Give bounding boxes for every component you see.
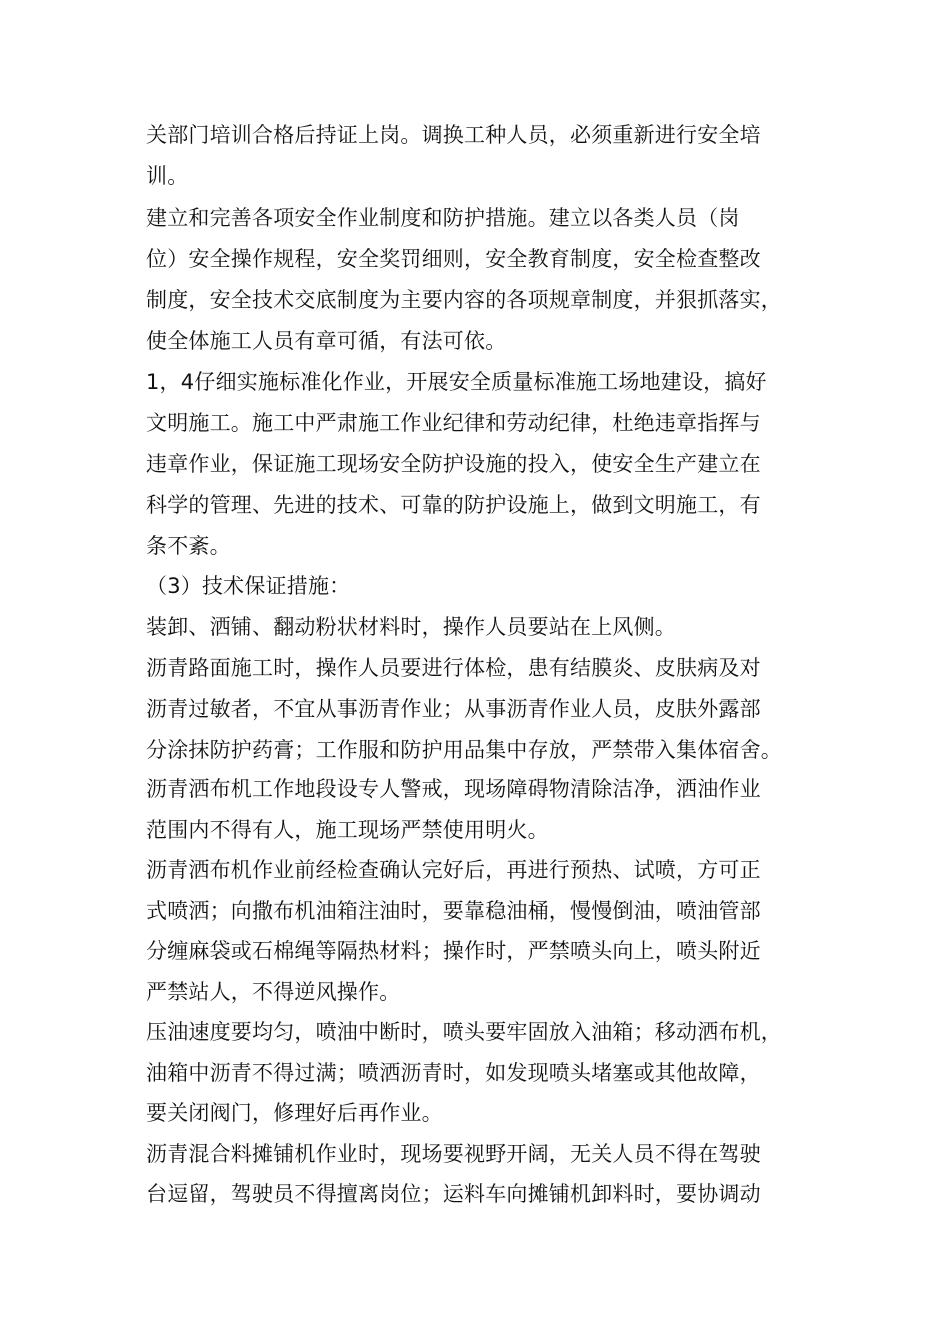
text-line: 式喷洒；向撒布机油箱注油时，要靠稳油桶，慢慢倒油，喷油管部 — [146, 899, 761, 923]
text-line: 装卸、洒铺、翻动粉状材料时，操作人员要站在上风侧。 — [146, 615, 676, 639]
section-heading: （3）技术保证措施： — [146, 574, 351, 598]
text-line: 文明施工。施工中严肃施工作业纪律和劳动纪律，杜绝违章指挥与 — [146, 411, 761, 435]
text-line: 位）安全操作规程，安全奖罚细则，安全教育制度，安全检查整改 — [146, 247, 761, 271]
text-line: 台逗留，驾驶员不得擅离岗位；运料车向摊铺机卸料时，要协调动 — [146, 1182, 761, 1206]
text-line: 使全体施工人员有章可循，有法可依。 — [146, 329, 507, 353]
text-line: 分涂抹防护药膏；工作服和防护用品集中存放，严禁带入集体宿舍。 — [146, 738, 782, 762]
text-line: 1，4仔细实施标准化作业，开展安全质量标准施工场地建设，搞好 — [146, 370, 767, 394]
text-line: 沥青洒布机作业前经检查确认完好后，再进行预热、试喷，方可正 — [146, 858, 761, 882]
text-line: 条不紊。 — [146, 534, 231, 558]
text-line: 违章作业，保证施工现场安全防护设施的投入，使安全生产建立在 — [146, 452, 761, 476]
text-line: 严禁站人，不得逆风操作。 — [146, 980, 401, 1004]
text-line: 范围内不得有人，施工现场严禁使用明火。 — [146, 818, 549, 842]
text-line: 建立和完善各项安全作业制度和防护措施。建立以各类人员（岗 — [146, 206, 740, 230]
text-line: 沥青混合料摊铺机作业时，现场要视野开阔，无关人员不得在驾驶 — [146, 1142, 761, 1166]
text-line: 关部门培训合格后持证上岗。调换工种人员，必须重新进行安全培 — [146, 123, 761, 147]
text-line: 油箱中沥青不得过满；喷洒沥青时，如发现喷头堵塞或其他故障， — [146, 1061, 761, 1085]
text-line: 分缠麻袋或石棉绳等隔热材料；操作时，严禁喷头向上，喷头附近 — [146, 939, 761, 963]
text-line: 要关闭阀门，修理好后再作业。 — [146, 1101, 443, 1125]
text-line: 沥青过敏者，不宜从事沥青作业；从事沥青作业人员，皮肤外露部 — [146, 697, 761, 721]
text-line: 压油速度要均匀，喷油中断时，喷头要牢固放入油箱；移动洒布机， — [146, 1020, 782, 1044]
text-line: 训。 — [146, 164, 189, 188]
text-line: 沥青路面施工时，操作人员要进行体检，患有结膜炎、皮肤病及对 — [146, 656, 761, 680]
text-line: 制度，安全技术交底制度为主要内容的各项规章制度，并狠抓落实， — [146, 288, 782, 312]
text-line: 科学的管理、先进的技术、可靠的防护设施上，做到文明施工，有 — [146, 493, 761, 517]
text-line: 沥青洒布机工作地段设专人警戒，现场障碍物清除洁净，洒油作业 — [146, 777, 761, 801]
